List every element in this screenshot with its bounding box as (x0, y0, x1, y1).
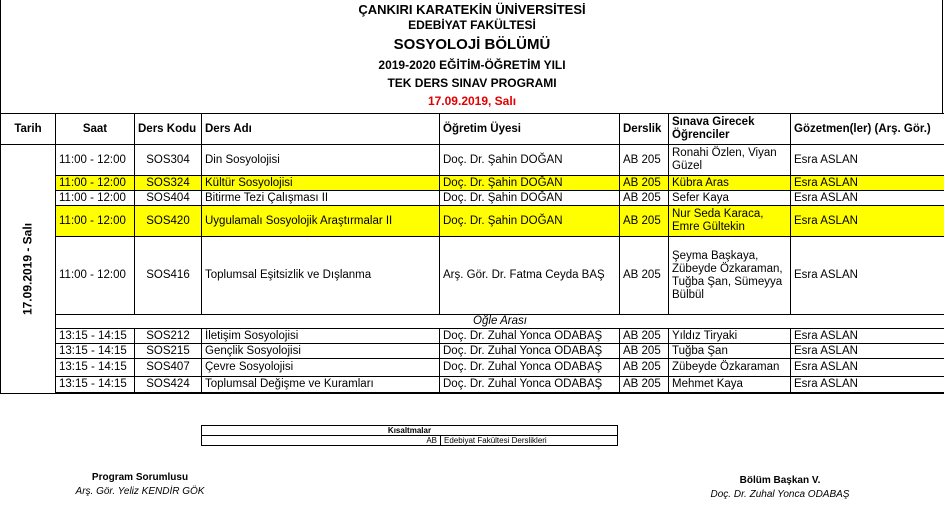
ad-cell: Kültür Sosyolojisi (202, 176, 440, 191)
department-title: SOSYOLOJİ BÖLÜMÜ (393, 36, 551, 53)
gozetmen-cell: Esra ASLAN (791, 206, 944, 237)
col-tarih: Tarih (1, 114, 56, 145)
right-signature-role: Bölüm Başkan V. (739, 475, 821, 486)
abbreviations-title: Kısaltmalar (202, 426, 618, 436)
derslik-cell: AB 205 (620, 176, 669, 191)
abbreviations-row (202, 436, 618, 446)
ogrenci-cell: Şeyma Başkaya, Zübeyde Özkaraman, Tuğba Şan, Sümeyya Bülbül (669, 237, 791, 315)
kod-cell: SOS420 (135, 206, 202, 237)
derslik-cell: AB 205 (620, 329, 669, 344)
table-row (1, 145, 944, 176)
gozetmen-cell: Esra ASLAN (791, 145, 944, 176)
kod-cell: SOS407 (135, 359, 202, 377)
department-head-signature (680, 475, 880, 500)
ad-cell: Uygulamalı Sosyolojik Araştırmalar II (202, 206, 440, 237)
academic-year: 2019-2020 EĞİTİM-ÖĞRETİM YILI (378, 58, 566, 72)
derslik-cell: AB 205 (620, 377, 669, 393)
ogrenci-cell: Kübra Aras (669, 176, 791, 191)
lunch-break-label: Öğle Arası (56, 315, 944, 329)
kod-cell: SOS212 (135, 329, 202, 344)
saat-cell: 13:15 - 14:15 (56, 359, 135, 377)
derslik-cell: AB 205 (620, 206, 669, 237)
left-signature-name: Arş. Gör. Yeliz KENDİR GÖK (75, 486, 205, 497)
col-saat: Saat (56, 114, 135, 145)
saat-cell: 13:15 - 14:15 (56, 344, 135, 359)
uye-cell: Doç. Dr. Zuhal Yonca ODABAŞ (440, 344, 620, 359)
date-vertical-label: 17.09.2019 - Salı (20, 222, 35, 316)
col-ders-adi: Ders Adı (202, 114, 440, 145)
gozetmen-cell: Esra ASLAN (791, 344, 944, 359)
kod-cell: SOS304 (135, 145, 202, 176)
col-derslik: Derslik (620, 114, 669, 145)
table-row-highlighted (1, 176, 944, 191)
kod-cell: SOS424 (135, 377, 202, 393)
saat-cell: 11:00 - 12:00 (56, 191, 135, 206)
ogrenci-cell: Nur Seda Karaca, Emre Gültekin (669, 206, 791, 237)
ogrenci-cell: Zübeyde Özkaraman (669, 359, 791, 377)
ogrenci-cell: Sefer Kaya (669, 191, 791, 206)
ad-cell: İletişim Sosyolojisi (202, 329, 440, 344)
derslik-cell: AB 205 (620, 359, 669, 377)
derslik-cell: AB 205 (620, 344, 669, 359)
table-row (1, 329, 944, 344)
col-ogrenciler: Sınava Girecek Öğrenciler (669, 114, 791, 145)
kod-cell: SOS404 (135, 191, 202, 206)
uye-cell: Doç. Dr. Şahin DOĞAN (440, 206, 620, 237)
table-row (1, 344, 944, 359)
derslik-cell: AB 205 (620, 145, 669, 176)
ad-cell: Toplumsal Eşitsizlik ve Dışlanma (202, 237, 440, 315)
saat-cell: 11:00 - 12:00 (56, 176, 135, 191)
uye-cell: Doç. Dr. Şahin DOĞAN (440, 176, 620, 191)
col-ogretim-uyesi: Öğretim Üyesi (440, 114, 620, 145)
lunch-break-row (1, 315, 944, 329)
kod-cell: SOS324 (135, 176, 202, 191)
university-title: ÇANKIRI KARATEKİN ÜNİVERSİTESİ (358, 2, 586, 17)
gozetmen-cell: Esra ASLAN (791, 329, 944, 344)
abbreviations-title-row (202, 426, 618, 436)
ad-cell: Çevre Sosyolojisi (202, 359, 440, 377)
ogrenci-cell: Ronahi Özlen, Viyan Güzel (669, 145, 791, 176)
program-coordinator-signature (40, 472, 240, 497)
ogrenci-cell: Yıldız Tiryaki (669, 329, 791, 344)
abbreviation-meaning: Edebiyat Fakültesi Derslikleri (441, 436, 618, 446)
gozetmen-cell: Esra ASLAN (791, 359, 944, 377)
ad-cell: Toplumsal Değişme ve Kuramları (202, 377, 440, 393)
uye-cell: Arş. Gör. Dr. Fatma Ceyda BAŞ (440, 237, 620, 315)
exam-schedule-table (0, 113, 944, 394)
saat-cell: 11:00 - 12:00 (56, 145, 135, 176)
uye-cell: Doç. Dr. Zuhal Yonca ODABAŞ (440, 329, 620, 344)
derslik-cell: AB 205 (620, 237, 669, 315)
gozetmen-cell: Esra ASLAN (791, 377, 944, 393)
table-row (1, 191, 944, 206)
table-spacer (56, 393, 944, 394)
table-row (1, 359, 944, 377)
derslik-cell: AB 205 (620, 191, 669, 206)
col-ders-kodu: Ders Kodu (135, 114, 202, 145)
ogrenci-cell: Tuğba Şan (669, 344, 791, 359)
faculty-title: EDEBİYAT FAKÜLTESİ (408, 18, 536, 32)
col-gozetmen: Gözetmen(ler) (Arş. Gör.) (791, 114, 944, 145)
table-header-row (1, 114, 944, 145)
saat-cell: 13:15 - 14:15 (56, 377, 135, 393)
saat-cell: 13:15 - 14:15 (56, 329, 135, 344)
saat-cell: 11:00 - 12:00 (56, 237, 135, 315)
uye-cell: Doç. Dr. Zuhal Yonca ODABAŞ (440, 359, 620, 377)
ad-cell: Din Sosyolojisi (202, 145, 440, 176)
table-row (1, 237, 944, 315)
saat-cell: 11:00 - 12:00 (56, 206, 135, 237)
uye-cell: Doç. Dr. Şahin DOĞAN (440, 145, 620, 176)
ad-cell: Bitirme Tezi Çalışması II (202, 191, 440, 206)
abbreviation-code: AB (202, 436, 441, 446)
right-signature-name: Doç. Dr. Zuhal Yonca ODABAŞ (710, 489, 850, 500)
table-spacer-row (1, 393, 944, 394)
gozetmen-cell: Esra ASLAN (791, 237, 944, 315)
gozetmen-cell: Esra ASLAN (791, 191, 944, 206)
ogrenci-cell: Mehmet Kaya (669, 377, 791, 393)
date-cell (1, 145, 56, 394)
kod-cell: SOS215 (135, 344, 202, 359)
ad-cell: Gençlik Sosyolojisi (202, 344, 440, 359)
uye-cell: Doç. Dr. Zuhal Yonca ODABAŞ (440, 377, 620, 393)
gozetmen-cell: Esra ASLAN (791, 176, 944, 191)
exam-date: 17.09.2019, Salı (427, 94, 517, 108)
left-signature-role: Program Sorumlusu (91, 472, 189, 483)
uye-cell: Doç. Dr. Şahin DOĞAN (440, 191, 620, 206)
program-title: TEK DERS SINAV PROGRAMI (387, 76, 557, 90)
table-row-highlighted (1, 206, 944, 237)
kod-cell: SOS416 (135, 237, 202, 315)
table-row (1, 377, 944, 393)
abbreviations-box (201, 425, 618, 446)
